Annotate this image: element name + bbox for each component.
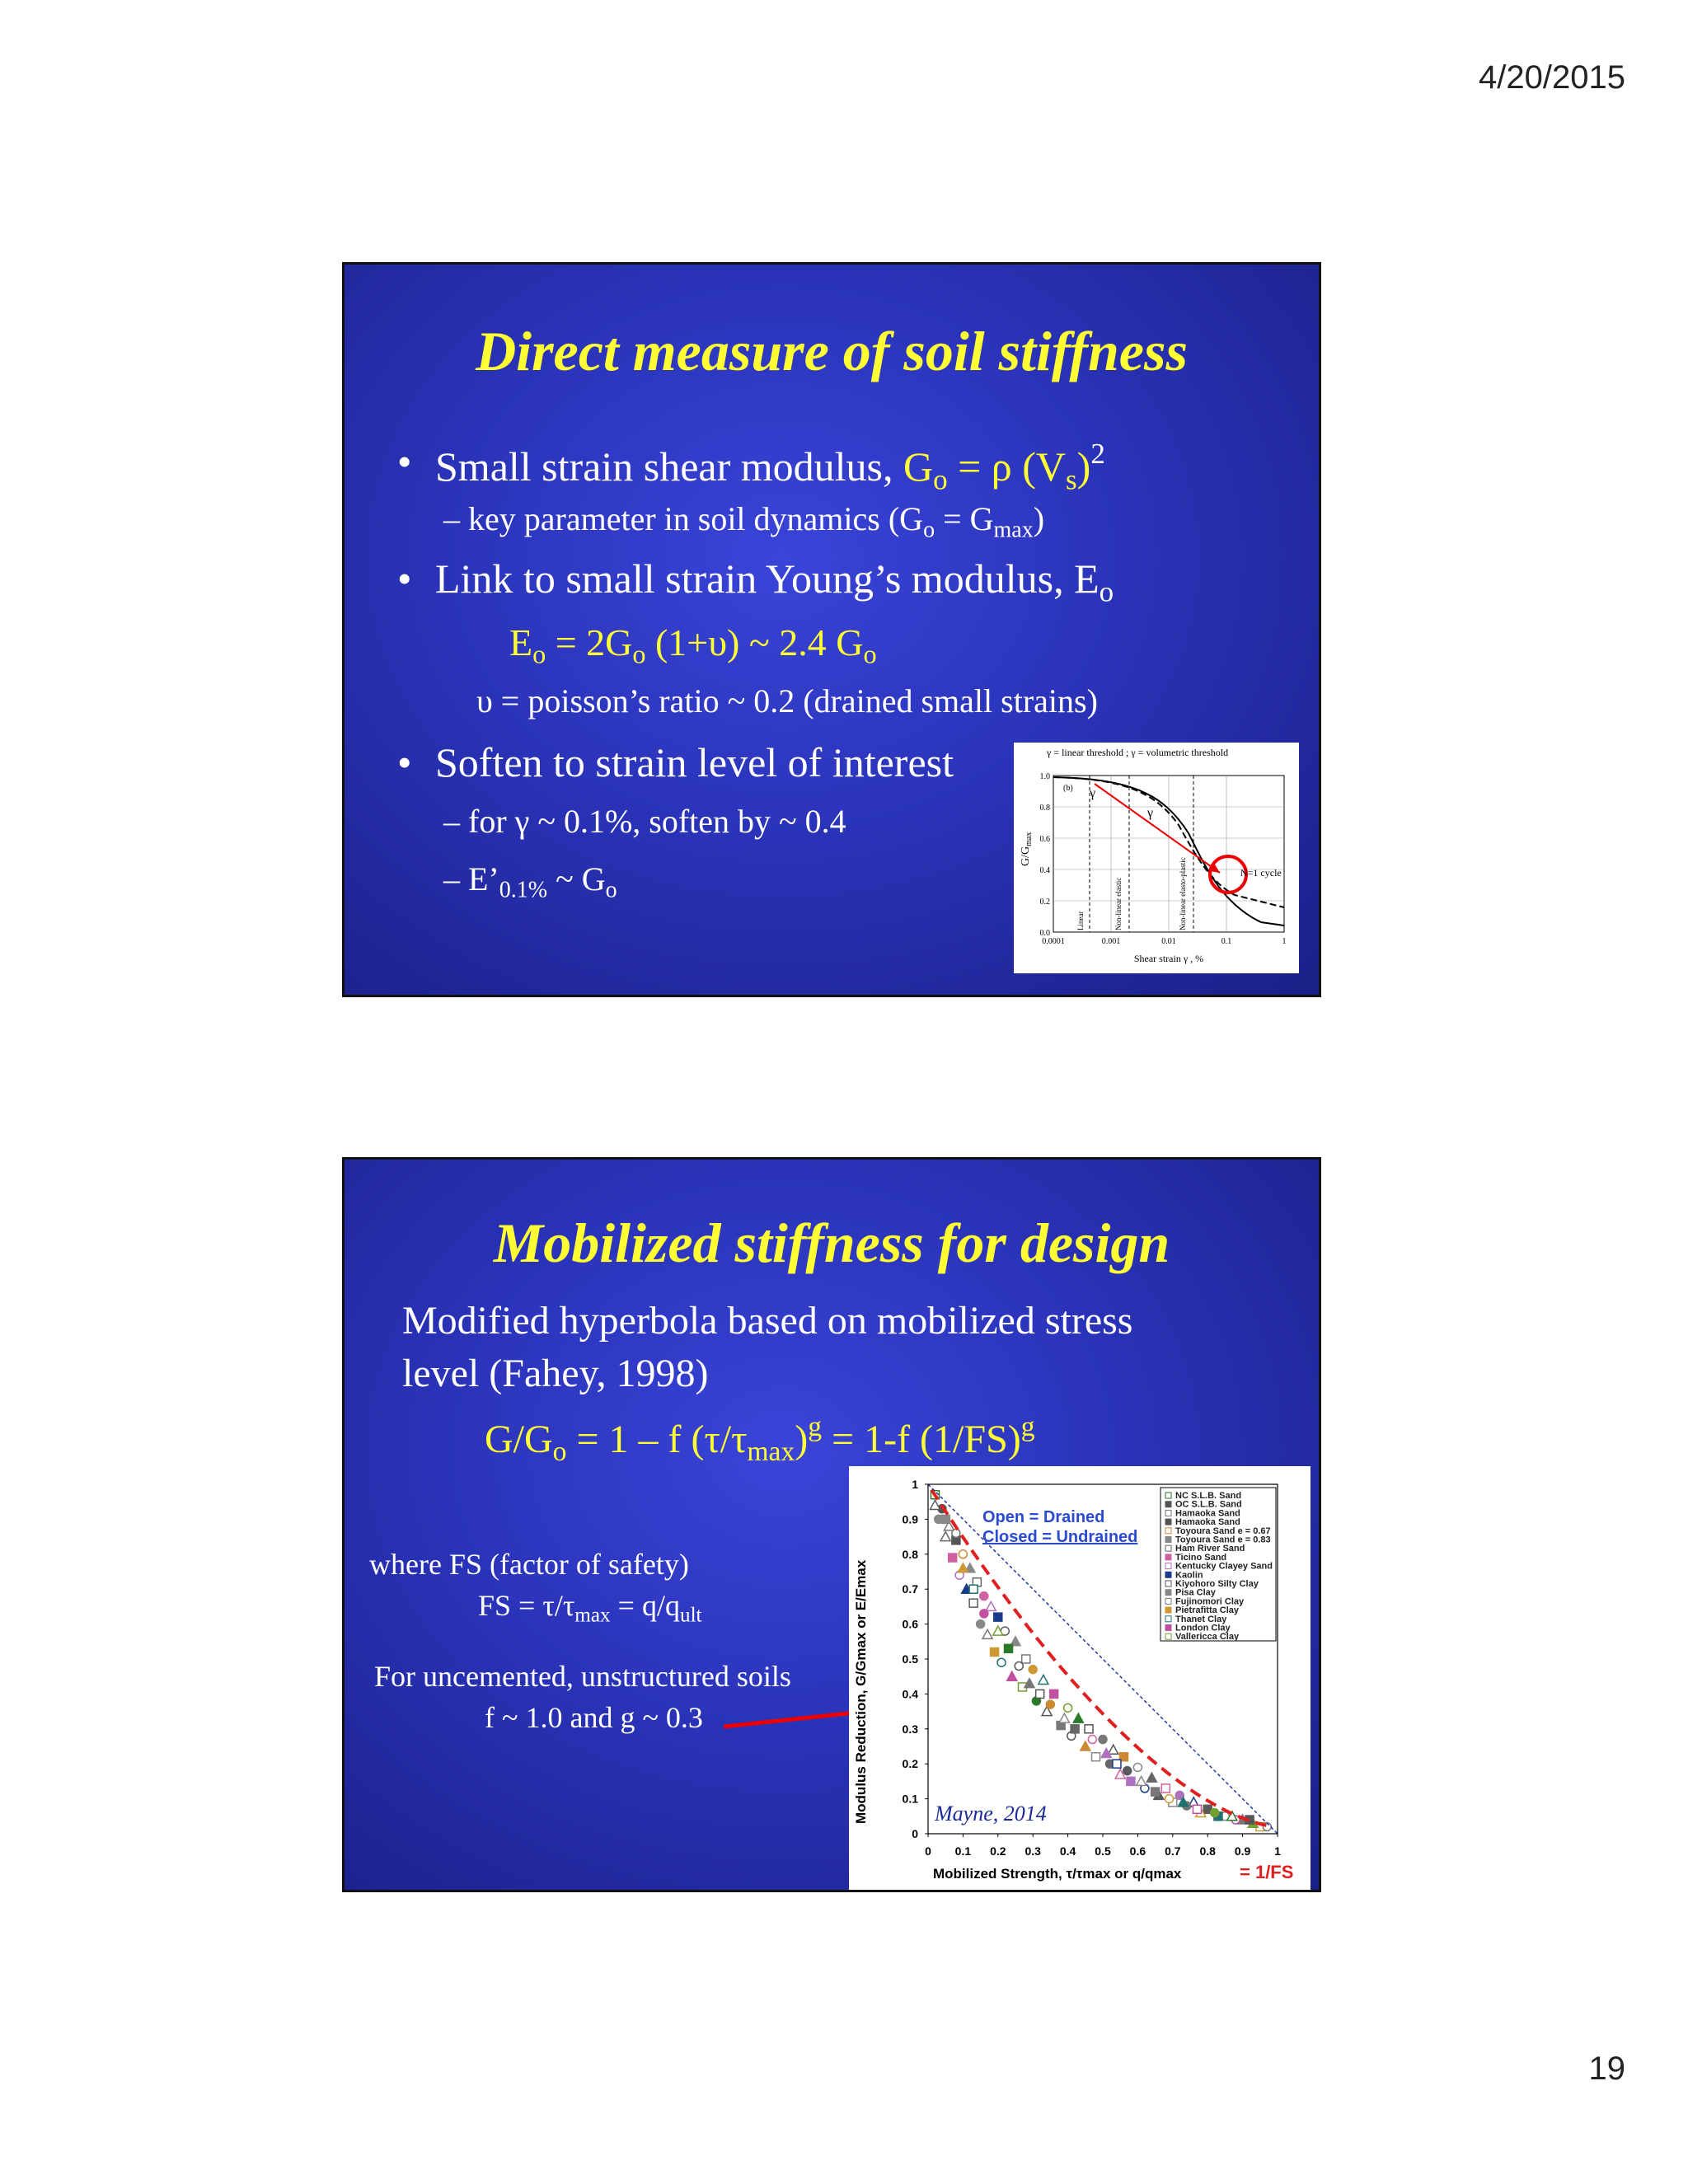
x-tick-label: 0.4 bbox=[1059, 1844, 1076, 1858]
x-tick: 0.001 bbox=[1101, 937, 1121, 946]
sub-soften-gamma: – for γ ~ 0.1%, soften by ~ 0.4 bbox=[443, 803, 846, 840]
data-point bbox=[1099, 1736, 1107, 1744]
data-point bbox=[1085, 1725, 1093, 1733]
legend-entry: Pietrafitta Clay bbox=[1175, 1605, 1240, 1616]
legend-entry: OC S.L.B. Sand bbox=[1175, 1499, 1242, 1510]
hyperbola-line1: Modified hyperbola based on mobilized stress bbox=[402, 1299, 1133, 1343]
equation-ggo: $G/G_o = 1 - f$ $(\tau/\tau_{max})^g = 1-f$ $(1/FS)^g$ bbox=[485, 1412, 1035, 1468]
legend-marker bbox=[1165, 1633, 1171, 1639]
data-point bbox=[969, 1585, 978, 1593]
legend-marker bbox=[1165, 1502, 1171, 1507]
slide-mobilized-stiffness bbox=[342, 1157, 1321, 1892]
data-point bbox=[1029, 1666, 1037, 1674]
y-tick: 0.8 bbox=[1039, 804, 1050, 813]
x-tick: 1 bbox=[1282, 937, 1287, 946]
data-point bbox=[1005, 1644, 1013, 1652]
modulus-reduction-svg bbox=[1014, 743, 1299, 973]
x-axis-label: Shear strain γ , % bbox=[1133, 953, 1204, 964]
zone-label: Linear bbox=[1076, 911, 1085, 930]
x-tick-label: 0.3 bbox=[1025, 1844, 1041, 1858]
data-point bbox=[969, 1599, 978, 1607]
x-axis-label: Mobilized Strength, τ/τmax or q/qmax bbox=[933, 1866, 1182, 1882]
x-tick: 0.1 bbox=[1221, 937, 1232, 946]
data-point bbox=[1211, 1809, 1219, 1817]
data-point bbox=[1039, 1675, 1048, 1684]
page-number: 19 bbox=[1588, 2050, 1625, 2087]
data-point bbox=[980, 1610, 988, 1618]
x-tick-label: 1 bbox=[1274, 1844, 1281, 1858]
x-tick-label: 0.5 bbox=[1095, 1844, 1111, 1858]
y-tick-label: 0.6 bbox=[902, 1617, 918, 1631]
data-point bbox=[959, 1550, 967, 1558]
y-tick: 1.0 bbox=[1039, 772, 1050, 781]
slide-title: Direct measure of soil stiffness bbox=[476, 320, 1188, 382]
y-tick-label: 0.3 bbox=[902, 1722, 918, 1736]
data-point bbox=[940, 1532, 950, 1541]
equation-eo: $E_o = 2G_o$ (1+υ) ~ 2.4 $G_o$ bbox=[509, 621, 877, 669]
legend-marker bbox=[1165, 1616, 1171, 1622]
data-point bbox=[958, 1563, 968, 1572]
bullet-soften: • Soften to strain level of interest bbox=[435, 738, 954, 786]
annotation-closed: Closed = Undrained bbox=[982, 1528, 1138, 1546]
data-point bbox=[1127, 1777, 1135, 1785]
legend-marker bbox=[1165, 1519, 1171, 1525]
hyperbola-line2: level (Fahey, 1998) bbox=[402, 1352, 709, 1395]
x-tick-label: 0.8 bbox=[1199, 1844, 1216, 1858]
legend-entry: Ticino Sand bbox=[1175, 1552, 1227, 1563]
data-point bbox=[1161, 1784, 1170, 1793]
data-point bbox=[1059, 1713, 1069, 1722]
data-point bbox=[980, 1592, 988, 1601]
data-point bbox=[1092, 1753, 1100, 1761]
legend-entry: Hamaoka Sand bbox=[1175, 1517, 1240, 1528]
data-point bbox=[1123, 1767, 1132, 1775]
modulus-reduction-chart bbox=[849, 1466, 1311, 1891]
y-tick-label: 0.4 bbox=[902, 1687, 918, 1701]
y-tick-label: 0.1 bbox=[902, 1792, 918, 1806]
poisson-ratio-text: υ = poisson’s ratio ~ 0.2 (drained small strains) bbox=[476, 682, 1098, 719]
data-point bbox=[1046, 1700, 1054, 1708]
data-point bbox=[1081, 1741, 1090, 1750]
x-tick: 0.01 bbox=[1161, 937, 1176, 946]
legend-entry: Kaolin bbox=[1175, 1570, 1203, 1581]
gamma-threshold-l: γ bbox=[1090, 786, 1096, 800]
legend-entry: Kentucky Clayey Sand bbox=[1175, 1561, 1273, 1572]
y-tick-label: 0 bbox=[912, 1827, 918, 1840]
zone-label: Non-linear elasto-plastic bbox=[1179, 857, 1187, 930]
data-point bbox=[1071, 1725, 1079, 1733]
chart-legend bbox=[1160, 1488, 1276, 1642]
uncemented-text: For uncemented, unstructured soils bbox=[374, 1660, 791, 1693]
fs-definition: where FS (factor of safety) bbox=[369, 1548, 689, 1581]
data-point bbox=[986, 1601, 996, 1610]
legend-entry: Toyoura Sand e = 0.83 bbox=[1175, 1535, 1271, 1545]
y-tick-label: 0.2 bbox=[902, 1757, 918, 1771]
x-tick: 0.0001 bbox=[1042, 937, 1065, 946]
data-point bbox=[1151, 1788, 1160, 1796]
data-point bbox=[1073, 1713, 1083, 1722]
x-axis-suffix: = 1/FS bbox=[1240, 1862, 1294, 1882]
fg-values: f ~ 1.0 and g ~ 0.3 bbox=[485, 1701, 703, 1734]
bullet-small-strain: • Small strain shear modulus, $G_o = \rho$ $(V_s)^2$ bbox=[435, 438, 1105, 497]
data-point bbox=[949, 1554, 957, 1562]
x-tick-label: 0.2 bbox=[990, 1844, 1006, 1858]
y-tick-label: 0.8 bbox=[902, 1547, 918, 1561]
legend-marker bbox=[1165, 1572, 1171, 1577]
legend-marker bbox=[1165, 1554, 1171, 1560]
gamma-threshold-v: γ bbox=[1147, 806, 1154, 820]
panel-label: (b) bbox=[1063, 784, 1073, 793]
data-point bbox=[930, 1500, 940, 1509]
legend-marker bbox=[1165, 1528, 1171, 1534]
data-point bbox=[1007, 1671, 1017, 1680]
legend-entry: Ham River Sand bbox=[1175, 1544, 1245, 1554]
data-point bbox=[994, 1613, 1002, 1621]
legend-entry: NC S.L.B. Sand bbox=[1175, 1491, 1242, 1501]
data-point bbox=[1109, 1745, 1118, 1754]
legend-entry: Kiyohoro Silty Clay bbox=[1175, 1579, 1259, 1589]
legend-entry: Hamaoka Sand bbox=[1175, 1508, 1240, 1519]
x-tick-label: 0.1 bbox=[954, 1844, 972, 1858]
data-point bbox=[1113, 1760, 1121, 1768]
bullet-youngs-modulus: • Link to small strain Young’s modulus, $E_o$ bbox=[435, 555, 1114, 609]
data-point bbox=[941, 1515, 950, 1523]
x-tick-label: 0 bbox=[925, 1844, 931, 1858]
legend-marker bbox=[1165, 1537, 1171, 1543]
legend-entry: Fujinomori Clay bbox=[1175, 1596, 1245, 1607]
fs-formula: FS = $\tau/\tau_{max} = q/q_{ult}$ bbox=[478, 1589, 702, 1627]
x-tick-label: 0.7 bbox=[1165, 1844, 1181, 1858]
sub-e-prime: – $E’_{0.1\%}$ ~ $G_o$ bbox=[443, 860, 617, 903]
sub-key-parameter: – key parameter in soil dynamics $(G_o = G_{max})$ bbox=[443, 500, 1045, 543]
data-point bbox=[1088, 1736, 1096, 1744]
data-point bbox=[1022, 1655, 1030, 1663]
data-point bbox=[997, 1658, 1006, 1666]
data-point bbox=[1064, 1704, 1072, 1712]
y-tick: 0.6 bbox=[1039, 835, 1050, 844]
data-point bbox=[1146, 1773, 1156, 1782]
y-tick-label: 0.5 bbox=[902, 1652, 918, 1666]
legend-entry: London Clay bbox=[1175, 1623, 1231, 1633]
legend-marker bbox=[1165, 1510, 1171, 1516]
figure-caption: γ = linear threshold ; γ = volumetric threshold bbox=[1047, 747, 1229, 758]
legend-marker bbox=[1165, 1581, 1171, 1586]
credit-label: Mayne, 2014 bbox=[935, 1802, 1047, 1825]
legend-marker bbox=[1165, 1625, 1171, 1631]
y-tick: 0.0 bbox=[1039, 929, 1050, 938]
curve-label-1: N=1 cycle bbox=[1240, 867, 1282, 879]
data-point bbox=[991, 1648, 999, 1657]
data-point bbox=[1015, 1661, 1023, 1670]
slide-direct-stiffness bbox=[342, 262, 1321, 997]
data-point bbox=[982, 1629, 992, 1638]
header-date: 4/20/2015 bbox=[1479, 59, 1625, 96]
annotation-open: Open = Drained bbox=[982, 1508, 1105, 1526]
y-tick: 0.4 bbox=[1039, 866, 1050, 875]
legend-marker bbox=[1165, 1493, 1171, 1498]
y-tick: 0.2 bbox=[1039, 898, 1050, 907]
slide-title: Mobilized stiffness for design bbox=[493, 1212, 1170, 1274]
data-point bbox=[1036, 1690, 1044, 1698]
chart-svg bbox=[849, 1466, 1311, 1891]
x-tick-label: 0.6 bbox=[1129, 1844, 1146, 1858]
y-tick-label: 0.9 bbox=[902, 1512, 918, 1526]
data-point bbox=[952, 1529, 960, 1537]
legend-entry: Thanet Clay bbox=[1175, 1614, 1227, 1624]
legend-marker bbox=[1165, 1545, 1171, 1551]
data-point bbox=[1165, 1795, 1174, 1803]
zone-label: Non-linear elastic bbox=[1114, 877, 1123, 930]
y-axis-label: $G/G_{max}$ bbox=[1020, 832, 1034, 866]
legend-marker bbox=[1165, 1563, 1171, 1569]
modulus-reduction-figure bbox=[1014, 743, 1299, 973]
legend-marker bbox=[1165, 1607, 1171, 1613]
legend-entry: Vallericca Clay bbox=[1175, 1632, 1240, 1643]
data-point bbox=[1193, 1805, 1201, 1813]
legend-entry: Pisa Clay bbox=[1175, 1587, 1216, 1598]
legend-marker bbox=[1165, 1590, 1171, 1596]
y-tick-label: 1 bbox=[912, 1478, 918, 1491]
y-axis-label: Modulus Reduction, G/Gmax or E/Emax bbox=[853, 1559, 869, 1824]
legend-marker bbox=[1165, 1598, 1171, 1604]
legend-entry: Toyoura Sand e = 0.67 bbox=[1175, 1526, 1271, 1536]
y-tick-label: 0.7 bbox=[902, 1582, 918, 1596]
data-point bbox=[1050, 1690, 1058, 1698]
x-tick-label: 0.9 bbox=[1234, 1844, 1251, 1858]
data-point bbox=[1133, 1763, 1142, 1771]
data-point bbox=[977, 1620, 985, 1629]
data-point bbox=[1137, 1776, 1146, 1785]
